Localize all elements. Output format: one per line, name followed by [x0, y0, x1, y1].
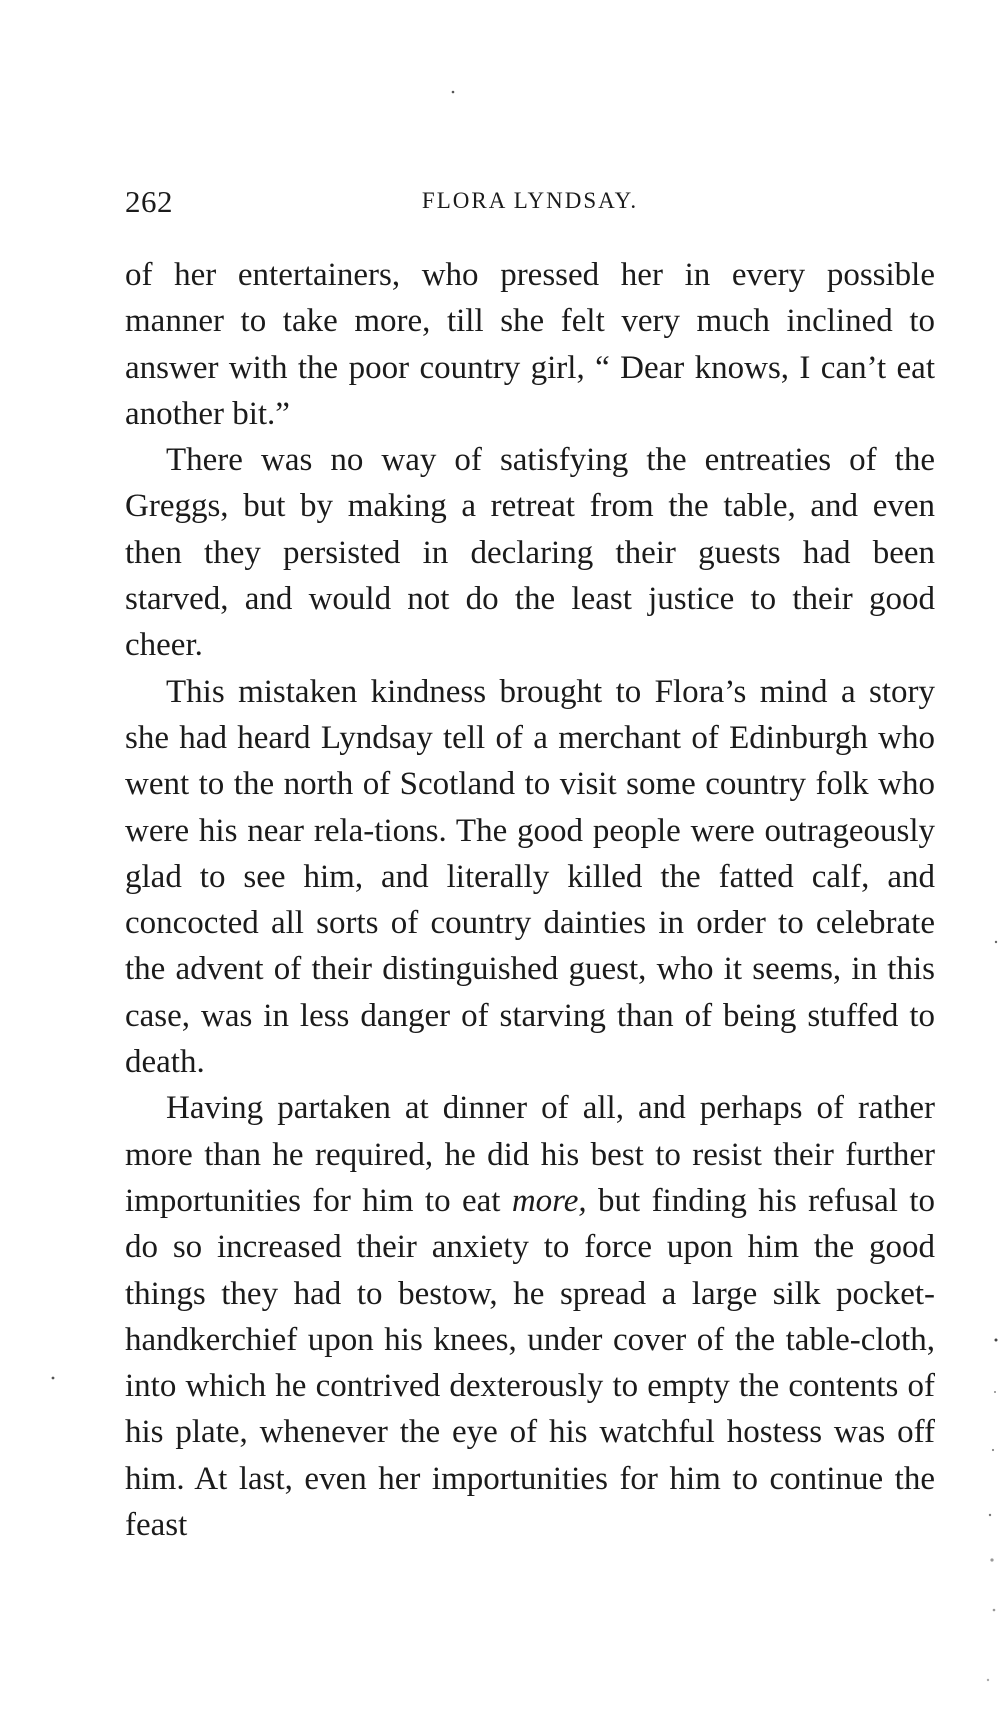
paragraph-1-text: of her entertainers, who pressed her in every possible manner to take more, till she felt very much inclined to answer with the poor country girl, “ Dear knows, I can’t eat another bit.”	[125, 257, 935, 432]
speck-1	[452, 91, 455, 94]
paragraph-4	[125, 1085, 935, 1548]
paragraph-2-text: There was no way of satisfying the entreaties of the Greggs, but by making a retreat from the table, and even then they persisted in declaring their guests had been starved, and would not do the least justice to their good cheer.	[125, 442, 935, 664]
speck-9	[993, 1609, 996, 1612]
running-title: FLORA LYNDSAY.	[421, 188, 639, 213]
running-head	[125, 184, 935, 224]
paragraph-3	[125, 669, 935, 1086]
speck-7	[989, 1514, 991, 1516]
speck-6	[52, 1377, 55, 1380]
paragraph-2	[125, 437, 935, 668]
speck-5	[992, 1449, 994, 1451]
speck-4	[994, 1391, 996, 1393]
body-text	[125, 252, 935, 1548]
paragraph-1	[125, 252, 935, 437]
speck-2	[995, 941, 997, 943]
speck-3	[995, 1339, 998, 1342]
paragraph-4-text-after: but finding his refusal to do so increased their anxiety to force upon him the good things they had to bestow, he spread a large silk pocket-handkerchief upon his knees, under cover of the table-cloth, into which he contrived dexterously to empty the contents of his plate, whenever the eye of his watchful hostess was off him. At last, even her importunities for him to continue the feast	[125, 1182, 935, 1544]
paragraph-3-text: This mistaken kindness brought to Flora’s mind a story she had heard Lyndsay tell of a merchant of Edinburgh who went to the north of Scotland to visit some country folk who were his near rela-tions. The good people were outrageously glad to see him, and literally killed the fatted calf, and concocted all sorts of country dainties in order to celebrate the advent of their distinguished guest, who it seems, in this case, was in less danger of starving than of being stuffed to death.	[125, 673, 935, 1081]
speck-10	[987, 1679, 989, 1681]
paragraph-4-text: Having partaken at dinner of all, and perhaps of rather more than he required, he did his best to resist their further importunities for him to eat	[125, 1090, 935, 1219]
paragraph-4-emphasis: more,	[511, 1182, 587, 1219]
speck-8	[990, 1558, 993, 1561]
page-number: 262	[125, 184, 173, 219]
